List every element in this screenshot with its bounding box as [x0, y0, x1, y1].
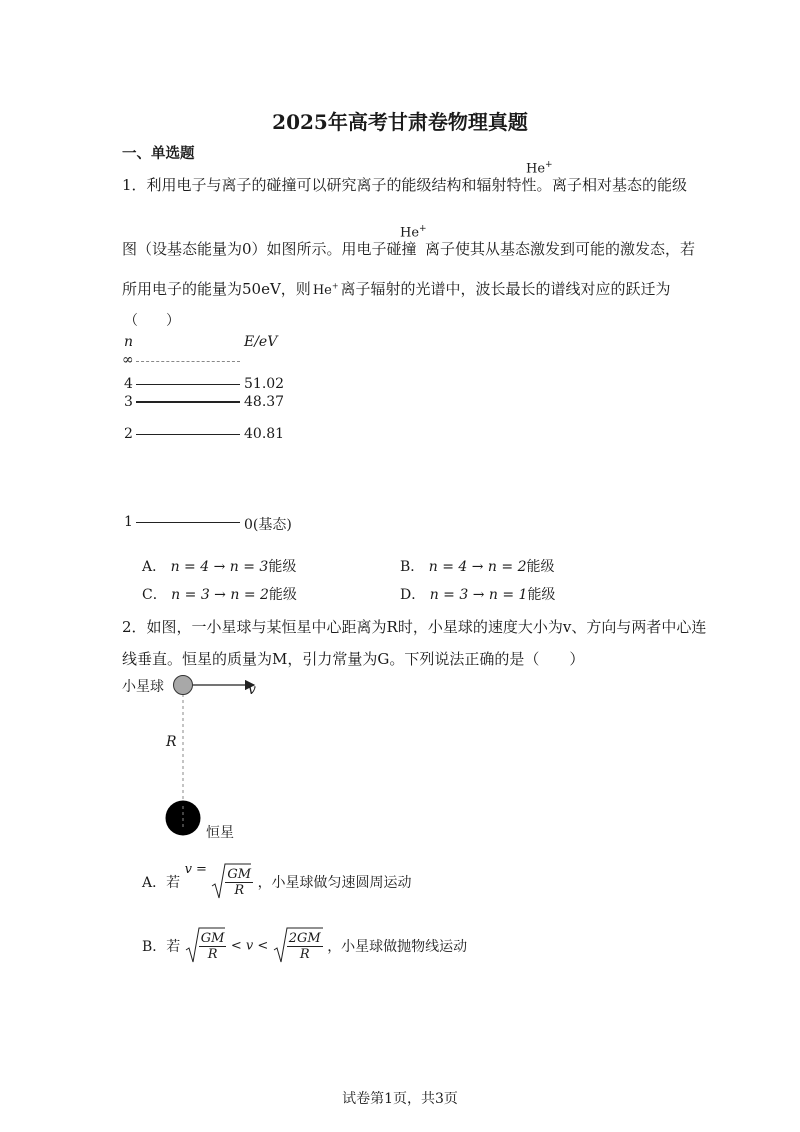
- n-axis-label: n: [124, 334, 134, 350]
- q1-option-d: [400, 584, 555, 604]
- level-1-n: 1: [124, 514, 133, 530]
- planet-label: 小星球: [122, 679, 164, 695]
- q1-line2-head: 图（设基态能量为0）如图所示。用电子碰撞: [122, 240, 417, 258]
- q2-option-b: [142, 926, 467, 966]
- q1-line3-head: 所用电子的能量为50eV，则: [122, 280, 311, 298]
- option-text: ，小星球做抛物线运动: [327, 939, 468, 955]
- fraction-numerator: 2GM: [288, 930, 321, 946]
- option-letter: B．: [400, 559, 425, 575]
- option-letter: A．若: [142, 875, 181, 891]
- option-letter: A．: [142, 559, 167, 575]
- level-4-value: 51.02: [244, 376, 285, 392]
- ion-charge: +: [545, 160, 553, 170]
- fraction-numerator: GM: [227, 866, 252, 882]
- option-math: n = 4 → n = 2: [428, 559, 527, 575]
- option-math: n = 4 → n = 3: [170, 559, 269, 575]
- ion-symbol: He: [400, 225, 420, 241]
- velocity-label: v: [248, 682, 256, 698]
- level-inf-line: [136, 361, 240, 362]
- ion-symbol: He: [526, 161, 546, 177]
- sqrt-expression-1: [185, 926, 227, 966]
- star-label: 恒星: [206, 825, 234, 841]
- level-inf-label: ∞: [122, 352, 134, 368]
- option-math-v: v =: [184, 862, 207, 877]
- option-letter: D．: [400, 587, 426, 603]
- level-3-line: [136, 401, 240, 403]
- section-heading: 一、单选题: [122, 145, 195, 162]
- ion-charge: +: [331, 281, 339, 291]
- level-4-n: 4: [124, 376, 133, 392]
- option-suffix: 能级: [526, 559, 555, 575]
- option-letter: B．若: [142, 939, 181, 955]
- sqrt-expression: [211, 862, 253, 902]
- fraction: [287, 931, 323, 962]
- q1-ion-3: [313, 283, 339, 298]
- fraction: [199, 931, 227, 962]
- page-footer: 试卷第1页，共3页: [342, 1091, 458, 1107]
- q1-line3: [122, 278, 671, 299]
- planet-circle: [174, 676, 193, 695]
- inequality: < v <: [230, 938, 269, 954]
- q1-line1-text: 1．利用电子与离子的碰撞可以研究离子的能级结构和辐射特性。: [122, 176, 552, 194]
- q1-ion-2: [400, 224, 427, 240]
- fraction-denominator: R: [234, 882, 245, 898]
- level-1-line: [136, 522, 240, 523]
- q2-line1: 2．如图，一小星球与某恒星中心距离为R时，小星球的速度大小为v、方向与两者中心连: [122, 618, 707, 636]
- q1-ion-1: [526, 160, 553, 176]
- level-2-line: [136, 434, 240, 435]
- q1-line1-tail: 离子相对基态的能级: [552, 176, 688, 194]
- q1-option-a: [142, 556, 296, 576]
- option-suffix: 能级: [268, 587, 297, 603]
- option-text: ，小星球做匀速圆周运动: [257, 875, 412, 891]
- energy-axis-label: E/eV: [244, 334, 278, 350]
- q1-answer-bracket: （ ）: [124, 313, 180, 329]
- q2-line2: 线垂直。恒星的质量为M，引力常量为G。下列说法正确的是（ ）: [122, 650, 585, 668]
- distance-label: R: [166, 734, 177, 750]
- fraction: [225, 867, 253, 898]
- q2-option-a: [142, 862, 412, 902]
- page-title: 2025年高考甘肃卷物理真题: [272, 110, 528, 134]
- level-2-value: 40.81: [244, 426, 285, 442]
- option-suffix: 能级: [527, 587, 556, 603]
- level-1-value: 0(基态): [244, 517, 292, 533]
- option-math: n = 3 → n = 1: [429, 587, 528, 603]
- level-4-line: [136, 384, 240, 385]
- level-2-n: 2: [124, 426, 133, 442]
- level-3-value: 48.37: [244, 394, 285, 410]
- sqrt-expression-2: [273, 926, 323, 966]
- fraction-denominator: R: [299, 946, 310, 962]
- q1-line2-tail: 离子使其从基态激发到可能的激发态，若: [425, 240, 696, 258]
- option-suffix: 能级: [268, 559, 297, 575]
- q1-option-b: [400, 556, 555, 576]
- level-3-n: 3: [124, 394, 133, 410]
- q1-line1: [122, 174, 552, 195]
- option-math: n = 3 → n = 2: [171, 587, 269, 603]
- q1-line3-tail: 离子辐射的光谱中，波长最长的谱线对应的跃迁为: [340, 280, 671, 298]
- fraction-denominator: R: [207, 946, 218, 962]
- fraction-numerator: GM: [200, 930, 225, 946]
- ion-symbol: He: [312, 283, 332, 298]
- ion-charge: +: [419, 224, 427, 234]
- option-letter: C．: [142, 587, 167, 603]
- q1-option-c: [142, 584, 297, 604]
